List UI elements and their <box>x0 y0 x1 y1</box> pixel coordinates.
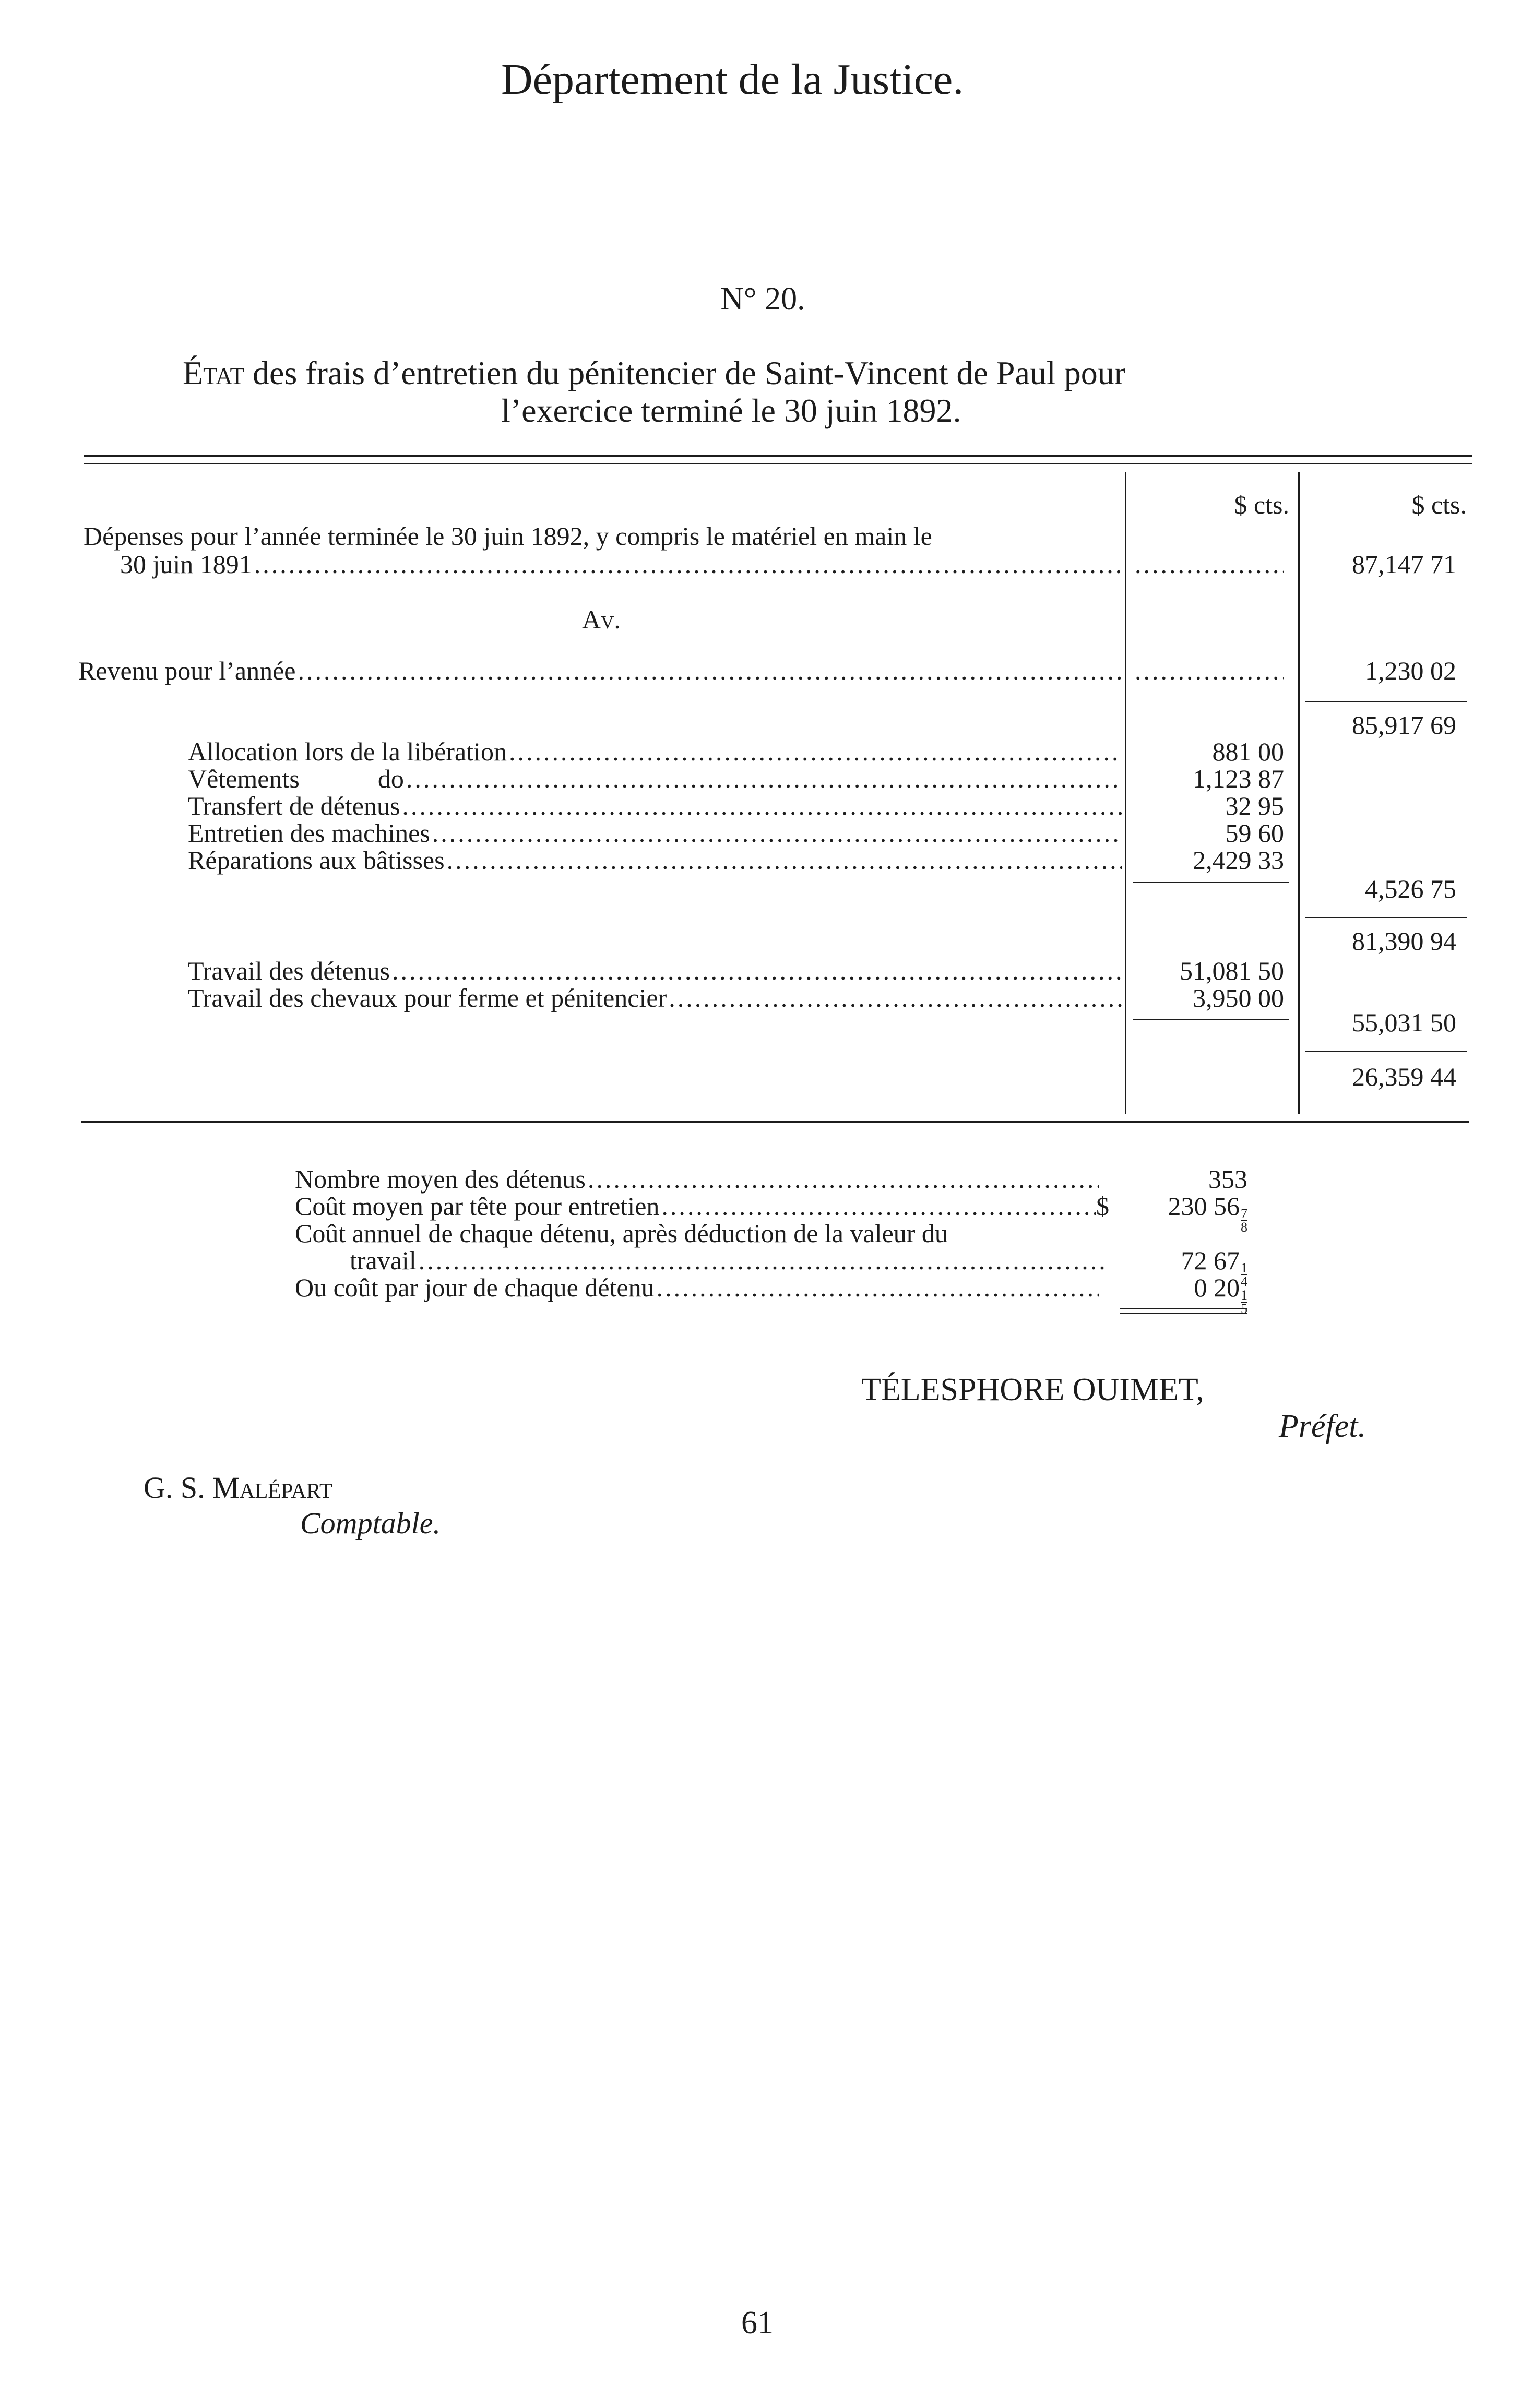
expenses-mid-leader <box>1133 550 1284 578</box>
title-lead-word: État <box>183 354 244 391</box>
currency-sign: $ <box>1096 1191 1109 1221</box>
items-total: 4,526 75 <box>1365 874 1456 903</box>
daily-cost-label: Ou coût par jour de chaque détenu ..... <box>295 1273 1099 1302</box>
labour-row: Travail des détenus ..... <box>188 957 1122 985</box>
revenue-subtotal-rule <box>1305 701 1467 702</box>
item-row: Allocation lors de la libération ..... <box>188 737 1122 766</box>
avg-cost-label: Coût moyen par tête pour entretien ..... $ <box>295 1192 1109 1220</box>
document-title-line1 <box>183 355 1125 391</box>
annual-cost-label-line1: Coût annuel de chaque détenu, après déduction de la valeur du <box>295 1219 948 1248</box>
fraction: 1 <box>1241 1288 1247 1303</box>
credit-label: Av. <box>582 605 621 634</box>
page-number: 61 <box>741 2305 774 2341</box>
accountant-title: Comptable. <box>300 1506 441 1540</box>
annual-cost-value: 72 67 $\frac{1}{4}$ <box>1181 1246 1247 1289</box>
column-header-amounts: $ cts. <box>1234 490 1289 519</box>
table-top-rule-2 <box>84 463 1472 464</box>
avg-prisoners-label: Nombre moyen des détenus ..... <box>295 1165 1099 1193</box>
labour-total: 55,031 50 <box>1352 1008 1456 1037</box>
revenue-label: Revenu pour l’année ..... <box>78 657 1122 685</box>
labour-subtotal-rule <box>1133 1019 1289 1020</box>
stats-total-rule <box>1120 1308 1247 1309</box>
column-divider-1 <box>1125 472 1126 1114</box>
prefect-title: Préfet. <box>1279 1409 1366 1444</box>
labour-total-rule <box>1305 1051 1467 1052</box>
item-value: 2,429 33 <box>1193 845 1284 875</box>
accountant-name: G. S. Malépart <box>144 1471 332 1505</box>
revenue-mid-leader <box>1133 657 1284 685</box>
stats-total-rule-2 <box>1120 1313 1247 1314</box>
fraction: $\frac{7}{8}$ <box>1241 1206 1247 1235</box>
expenses-label-line1: Dépenses pour l’année terminée le 30 juin 1892, y compris le matériel en main le <box>84 521 932 551</box>
item-value: 1,123 87 <box>1193 764 1284 793</box>
prefect-name: TÉLESPHORE OUIMET, <box>861 1372 1204 1408</box>
revenue-total: 1,230 02 <box>1365 656 1456 685</box>
document-number: N° 20. <box>720 281 805 317</box>
items-total-rule <box>1305 917 1467 918</box>
item-value: 881 00 <box>1212 737 1284 766</box>
avg-cost-value: 230 56 $\frac{7}{8}$ <box>1168 1191 1247 1235</box>
avg-prisoners-value: 353 <box>1208 1164 1247 1194</box>
labour-value: 51,081 50 <box>1180 956 1284 985</box>
column-header-totals: $ cts. <box>1411 490 1467 519</box>
table-bottom-rule <box>81 1121 1469 1123</box>
item-row: Réparations aux bâtisses ..... <box>188 846 1122 874</box>
net-after-items: 81,390 94 <box>1352 926 1456 956</box>
table-top-rule <box>84 455 1472 457</box>
expenses-total: 87,147 71 <box>1352 550 1456 579</box>
fraction: $\frac{1}{4}$ <box>1241 1260 1247 1289</box>
document-title-line2: l’exercice terminé le 30 juin 1892. <box>501 392 961 429</box>
item-row: Vêtements do ..... <box>188 765 1122 793</box>
final-total: 26,359 44 <box>1352 1062 1456 1091</box>
annual-cost-label-line2: travail ..... <box>350 1246 1107 1274</box>
item-value: 59 60 <box>1225 818 1284 848</box>
item-row: Transfert de détenus ..... <box>188 792 1122 820</box>
labour-value: 3,950 00 <box>1193 983 1284 1012</box>
daily-cost-value: 0 20 1 <box>1117 1273 1247 1315</box>
items-subtotal-rule <box>1133 882 1289 883</box>
item-value: 32 95 <box>1225 791 1284 820</box>
department-heading: Département de la Justice. <box>501 55 964 104</box>
item-row: Entretien des machines ..... <box>188 819 1122 847</box>
expenses-label-line2: 30 juin 1891 ..... <box>120 550 1122 578</box>
column-divider-2 <box>1298 472 1300 1114</box>
net-after-revenue: 85,917 69 <box>1352 710 1456 740</box>
title-rest: des frais d’entretien du pénitencier de Saint-Vincent de Paul pour <box>252 354 1126 391</box>
labour-row: Travail des chevaux pour ferme et pénitencier ..... <box>188 984 1122 1012</box>
